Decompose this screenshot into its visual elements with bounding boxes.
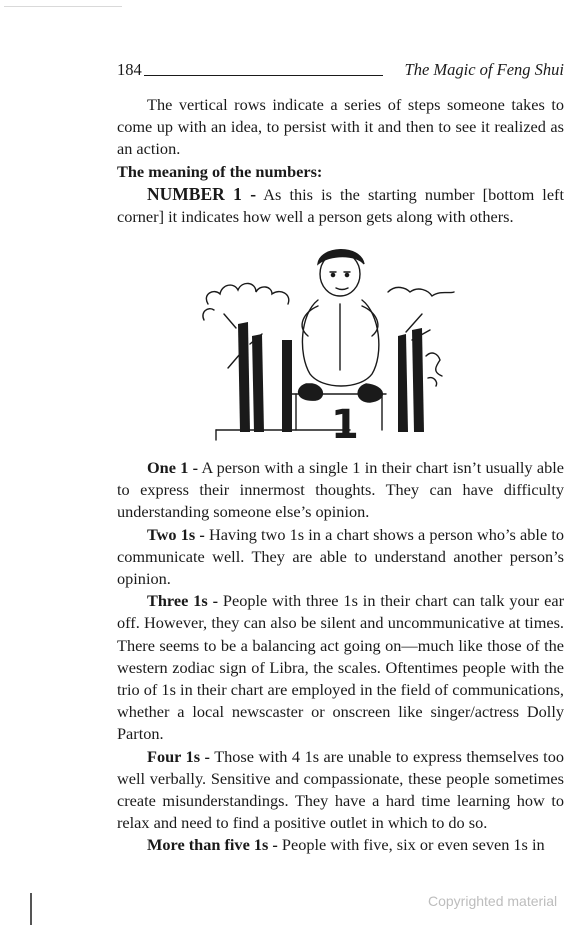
entry-two: Two 1s - Having two 1s in a chart shows a person who’s able to communicate well. They are able to understand another person’s opinion.: [117, 524, 565, 589]
entry-four: Four 1s - Those with 4 1s are unable to express themselves too well verbally. Sensitive and compassionate, these people sometimes create misunderstandings. They have a hard time learning how to relax and need to find a positive outlet in which to do so.: [117, 746, 564, 833]
number1-label: NUMBER 1 -: [147, 183, 257, 204]
text-block-top: [117, 94, 564, 228]
entry-three: Three 1s - People with three 1s in their chart can talk your ear off. However, they can also be silent and uncommunicative at times. There seems to be a balancing act going on—much like those of the western zodiac sign of Libra, the scales. Oftentimes people with the trio of 1s in their chart are employed in the field of communications, whether a local newscaster or onscreen like singer/actress Dolly Parton.: [117, 591, 565, 744]
top-edge-rule: [4, 6, 122, 7]
entry-one: One 1 - A person with a single 1 in their chart isn’t usually able to express their innermost thoughts. They can have difficulty understanding someone else’s opinion.: [117, 458, 564, 522]
book-title: The Magic of Feng Shui: [404, 60, 564, 79]
intro-paragraph: The vertical rows indicate a series of steps someone takes to come up with an idea, to persist with it and then to see it realized as an action.: [117, 95, 564, 159]
entry-more-than-five: More than five 1s - People with five, six or even seven 1s in: [147, 835, 545, 855]
copyright-watermark: Copyrighted material: [428, 893, 558, 909]
illustration-digit: 1: [331, 402, 359, 444]
text-block-entries: [117, 457, 564, 857]
section-heading: The meaning of the numbers:: [117, 161, 323, 181]
number1-text: As this is the starting number [bottom left corner] it indicates how well a person gets along with others.: [117, 184, 565, 227]
page-number: 184: [117, 60, 142, 79]
number-one-illustration: [200, 244, 462, 444]
header-rule: [144, 75, 383, 76]
number1-paragraph: [117, 183, 564, 228]
left-margin-mark: [30, 893, 32, 925]
running-header: [117, 60, 564, 82]
